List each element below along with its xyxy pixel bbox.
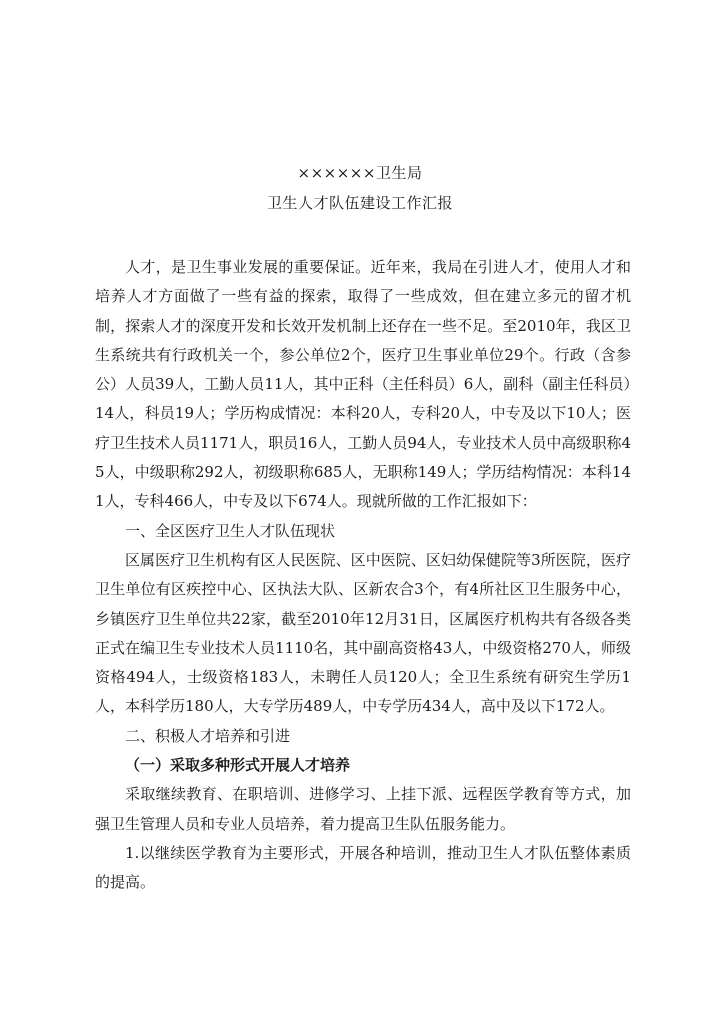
item-1-paragraph: 1.以继续医学教育为主要形式，开展各种培训，推动卫生人才队伍整体素质的提高。 xyxy=(95,843,631,892)
intro-paragraph: 人才，是卫生事业发展的重要保证。近年来，我局在引进人才，使用人才和培养人才方面做了一些有益的探索，取得了一些成效，但在建立多元的留才机制，探索人才的深度开发和长效开发机制上还存在一些不足。至2010年，我区卫生系统共有行政机关一个，参公单位2个，医疗卫生事业单位29个。行政（含参公）人员39人，工勤人员11人，其中正科（主任科员）6人，副科（副主任科员）14人，科员19人；学历构成情况：本科20人，专科20人，中专及以下10人；医疗卫生技术人员1171人，职员16人，工勤人员94人，专业技术人员中高级职称45人，中级职称292人，初级职称685人，无职称149人；学历结构情况：本科141人，专科466人，中专及以下674人。现就所做的工作汇报如下： xyxy=(95,258,631,511)
status-paragraph: 区属医疗卫生机构有区人民医院、区中医院、区妇幼保健院等3所医院，医疗卫生单位有区疾控中心、区执法大队、区新农合3个，有4所社区卫生服务中心，乡镇医疗卫生单位共22家，截至2010年12月31日，区属医疗机构共有各级各类正式在编卫生专业技术人员1110名，其中副高资格43人，中级资格270人，师级资格494人，士级资格183人，未聘任人员120人；全卫生系统有研究生学历1人，本科学历180人，大专学历489人，中专学历434人，高中及以下172人。 xyxy=(95,550,631,716)
section-heading-1: 一、全区医疗卫生人才队伍现状 xyxy=(125,521,336,540)
report-body xyxy=(95,253,631,898)
org-name: ××××××卫生局 xyxy=(297,164,423,182)
subsection-heading-1: （一）采取多种形式开展人才培养 xyxy=(125,756,351,775)
section-heading-2: 二、积极人才培养和引进 xyxy=(125,726,291,745)
training-paragraph: 采取继续教育、在职培训、进修学习、上挂下派、远程医学教育等方式，加强卫生管理人员和专业人员培养，着力提高卫生队伍服务能力。 xyxy=(95,785,631,833)
report-title: 卫生人才队伍建设工作汇报 xyxy=(266,194,453,212)
